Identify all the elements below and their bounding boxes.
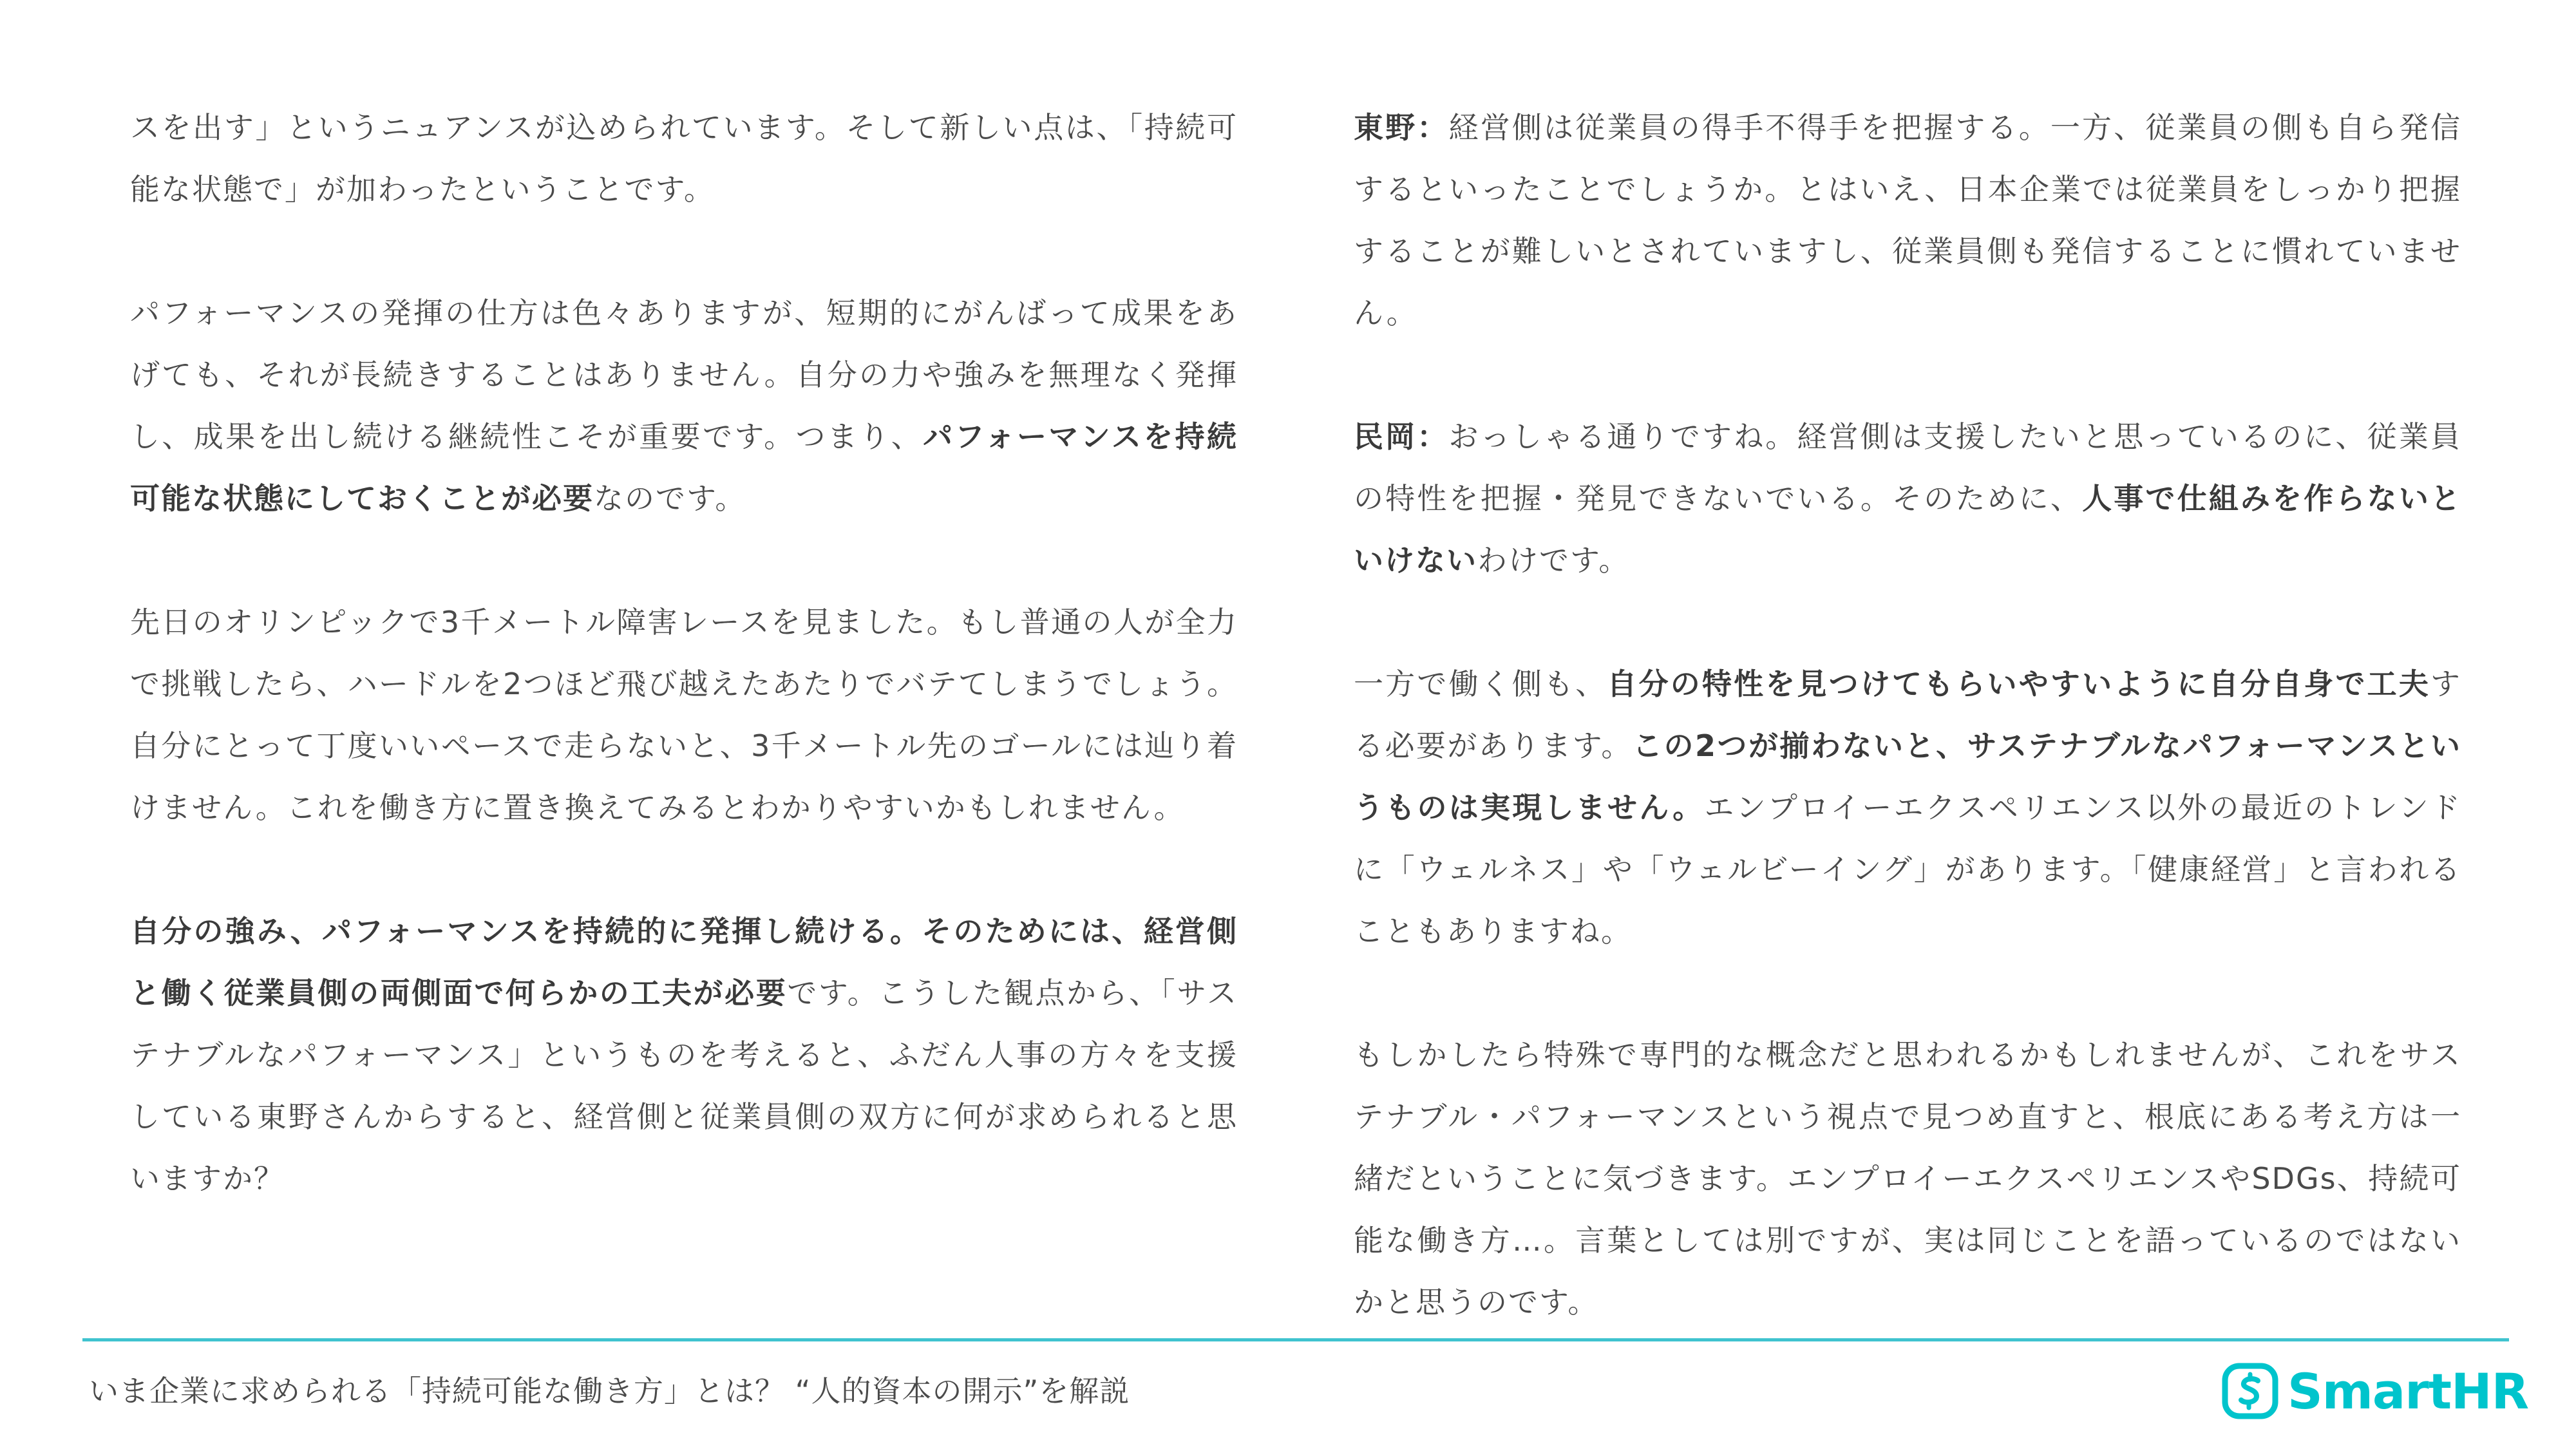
paragraph — [130, 97, 1238, 220]
footer-title: いま企業に求められる「持続可能な働き方」とは？ “人的資本の開示”を解説 — [89, 1374, 1130, 1408]
speaker-name: 民岡： — [1354, 419, 1449, 454]
speaker-name: 東野： — [1354, 110, 1449, 145]
emphasis-text: パフォーマンスを持続可能な状態にしておくことが必要 — [130, 419, 1238, 516]
emphasis-text: 人事で仕組みを作らないといけない — [1354, 481, 2462, 578]
paragraph-text: わけです。 — [1477, 543, 1630, 578]
emphasis-text: 自分の強み、パフォーマンスを持続的に発揮し続ける。そのためには、経営側と働く従業員側の両側面で何らかの工夫が必要 — [130, 914, 1238, 1010]
emphasis-text: この2つが揃わないと、サステナブルなパフォーマンスというものは実現しません。 — [1354, 728, 2461, 825]
paragraph — [1354, 653, 2461, 962]
paragraph — [1354, 1024, 2461, 1333]
paragraph-text: する必要があります。 — [1354, 667, 2462, 763]
paragraph-text: 経営側は従業員の得手不得手を把握する。一方、従業員の側も自ら発信するといったことでしょうか。とはいえ、日本企業では従業員をしっかり把握することが難しいとされていますし、従業員側も発信することに慣れていません。 — [1354, 110, 2462, 330]
paragraph — [130, 591, 1238, 838]
emphasis-text: 自分の特性を見つけてもらいやすいように自分自身で工夫 — [1607, 667, 2431, 701]
paragraph-text: パフォーマンスの発揮の仕方は色々ありますが、短期的にがんばって成果をあげても、それが長続きすることはありません。自分の力や強みを無理なく発揮し、成果を出し続ける継続性こそが重要です。つまり、 — [130, 296, 1238, 454]
paragraph — [130, 900, 1238, 1209]
paragraph — [1354, 406, 2461, 591]
footer-divider — [82, 1338, 2509, 1341]
paragraph-text: エンプロイーエクスペリエンス以外の最近のトレンドに「ウェルネス」や「ウェルビーイング」があります。「健康経営」と言われることもありますね。 — [1354, 790, 2461, 949]
logo-wordmark: SmartHR — [2287, 1362, 2529, 1420]
paragraph-text: おっしゃる通りですね。経営側は支援したいと思っているのに、従業員の特性を把握・発見できないでいる。そのために、 — [1354, 419, 2462, 516]
paragraph-text: です。こうした観点から、「サステナブルなパフォーマンス」というものを考えると、ふだん人事の方々を支援している東野さんからすると、経営側と従業員側の双方に何が求められると思いますか？ — [130, 976, 1238, 1196]
paragraph-text: 先日のオリンピックで3千メートル障害レースを見ました。もし普通の人が全力で挑戦したら、ハードルを2つほど飛び越えたあたりでバテてしまうでしょう。自分にとって丁度いいペースで走らないと、3千メートル先のゴールには辿り着けません。これを働き方に置き換えてみるとわかりやすいかもしれません。 — [130, 605, 1238, 825]
paragraph — [1354, 97, 2461, 344]
right-column — [1354, 97, 2461, 1395]
paragraph-text: 一方で働く側も、 — [1354, 667, 1607, 701]
paragraph-text: スを出す」というニュアンスが込められています。そして新しい点は、「持続可能な状態で」が加わったということです。 — [130, 110, 1238, 207]
left-column — [130, 97, 1238, 1271]
paragraph-text: もしかしたら特殊で専門的な概念だと思われるかもしれませんが、これをサステナブル・パフォーマンスという視点で見つめ直すと、根底にある考え方は一緒だということに気づきます。エンプロイーエクスペリエンスやSDGs、持続可能な働き方…。言葉としては別ですが、実は同じことを語っているのではないかと思うのです。 — [1354, 1037, 2461, 1320]
paragraph — [130, 282, 1238, 529]
smarthr-logo-icon — [2222, 1363, 2278, 1419]
paragraph-text: なのです。 — [594, 481, 746, 516]
smarthr-logo — [2222, 1359, 2528, 1423]
